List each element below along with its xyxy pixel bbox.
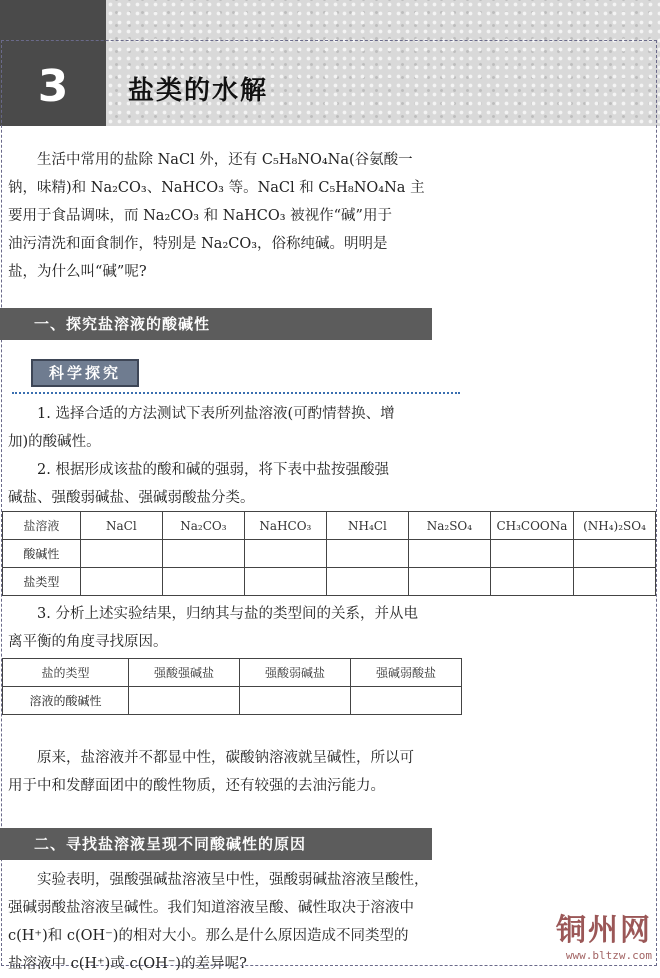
step3-paragraph bbox=[8, 600, 460, 656]
table-cell bbox=[162, 568, 244, 596]
table-row bbox=[3, 687, 462, 715]
table-cell bbox=[129, 687, 240, 715]
table-row-label: 溶液的酸碱性 bbox=[3, 687, 129, 715]
step-line: 离平衡的角度寻找原因。 bbox=[8, 634, 168, 650]
table-cell bbox=[162, 540, 244, 568]
table-header-cell: NaCl bbox=[80, 512, 162, 540]
watermark-text: 铜州网 bbox=[556, 913, 652, 948]
step-line: 1. 选择合适的方法测试下表所列盐溶液(可酌情替换、增 bbox=[8, 406, 395, 422]
table-row bbox=[3, 659, 462, 687]
table-row bbox=[3, 568, 656, 596]
table-cell bbox=[240, 687, 351, 715]
conclusion-line: 原来，盐溶液并不都显中性，碳酸钠溶液就呈碱性，所以可 bbox=[8, 750, 414, 766]
section-heading-2: 二、寻找盐溶液呈现不同酸碱性的原因 bbox=[0, 828, 432, 860]
dotted-divider bbox=[12, 392, 460, 394]
table-header-cell: (NH₄)₂SO₄ bbox=[573, 512, 655, 540]
intro-line: 要用于食品调味，而 Na₂CO₃ 和 NaHCO₃ 被视作“碱”用于 bbox=[8, 208, 392, 224]
table-cell bbox=[351, 687, 462, 715]
table-cell bbox=[490, 568, 573, 596]
table-header-cell: NH₄Cl bbox=[326, 512, 408, 540]
watermark-url: www.bltzw.com bbox=[565, 949, 652, 962]
table-row-label: 盐类型 bbox=[3, 568, 81, 596]
table-cell bbox=[326, 568, 408, 596]
watermark bbox=[556, 905, 652, 962]
intro-paragraph bbox=[8, 146, 460, 286]
table-cell bbox=[244, 540, 326, 568]
step-line: 加)的酸碱性。 bbox=[8, 434, 101, 450]
step-line: 2. 根据形成该盐的酸和碱的强弱，将下表中盐按强酸强 bbox=[8, 462, 389, 478]
table-header-cell: 强酸弱碱盐 bbox=[240, 659, 351, 687]
table-header-cell: 强碱弱酸盐 bbox=[351, 659, 462, 687]
chapter-number-box bbox=[0, 0, 106, 126]
intro-line: 生活中常用的盐除 NaCl 外，还有 C₅H₈NO₄Na(谷氨酸一 bbox=[8, 152, 413, 168]
intro-line: 盐，为什么叫“碱”呢? bbox=[8, 264, 147, 280]
final-line: 盐溶液中 c(H⁺)或 c(OH⁻)的差异呢? bbox=[8, 956, 247, 972]
step-line: 碱盐、强酸弱碱盐、强碱弱酸盐分类。 bbox=[8, 490, 255, 506]
final-line: 强碱弱酸盐溶液呈碱性。我们知道溶液呈酸、碱性取决于溶液中 bbox=[8, 900, 414, 916]
table-cell bbox=[573, 568, 655, 596]
steps-paragraph bbox=[8, 400, 460, 512]
table-cell bbox=[80, 540, 162, 568]
intro-line: 钠，味精)和 Na₂CO₃、NaHCO₃ 等。NaCl 和 C₅H₈NO₄Na 主 bbox=[8, 180, 425, 196]
table-cell bbox=[573, 540, 655, 568]
salt-table bbox=[2, 511, 656, 596]
table-header-cell: NaHCO₃ bbox=[244, 512, 326, 540]
table-row bbox=[3, 512, 656, 540]
final-line: 实验表明，强酸强碱盐溶液呈中性，强酸弱碱盐溶液呈酸性， bbox=[8, 872, 429, 888]
table-cell bbox=[326, 540, 408, 568]
intro-line: 油污清洗和面食制作，特别是 Na₂CO₃，俗称纯碱。明明是 bbox=[8, 236, 388, 252]
table-cell bbox=[80, 568, 162, 596]
final-paragraph bbox=[8, 866, 460, 978]
table-row bbox=[3, 540, 656, 568]
conclusion-paragraph bbox=[8, 744, 460, 800]
table-header-cell: 盐溶液 bbox=[3, 512, 81, 540]
step-line: 3. 分析上述实验结果，归纳其与盐的类型间的关系，并从电 bbox=[8, 606, 418, 622]
science-inquiry-badge: 科学探究 bbox=[31, 359, 139, 387]
table-header-cell: Na₂SO₄ bbox=[408, 512, 490, 540]
table-cell bbox=[244, 568, 326, 596]
section-heading-1: 一、探究盐溶液的酸碱性 bbox=[0, 308, 432, 340]
table-header-cell: 强酸强碱盐 bbox=[129, 659, 240, 687]
table-row-label: 酸碱性 bbox=[3, 540, 81, 568]
table-cell bbox=[408, 568, 490, 596]
table-cell bbox=[490, 540, 573, 568]
final-line: c(H⁺)和 c(OH⁻)的相对大小。那么是什么原因造成不同类型的 bbox=[8, 928, 409, 944]
salt-type-table bbox=[2, 658, 462, 715]
conclusion-line: 用于中和发酵面团中的酸性物质，还有较强的去油污能力。 bbox=[8, 778, 385, 794]
chapter-number: 3 bbox=[37, 61, 69, 112]
table-header-cell: CH₃COONa bbox=[490, 512, 573, 540]
chapter-title: 盐类的水解 bbox=[128, 76, 269, 106]
table-header-cell: Na₂CO₃ bbox=[162, 512, 244, 540]
header-pattern bbox=[106, 0, 660, 126]
table-cell bbox=[408, 540, 490, 568]
table-header-cell: 盐的类型 bbox=[3, 659, 129, 687]
